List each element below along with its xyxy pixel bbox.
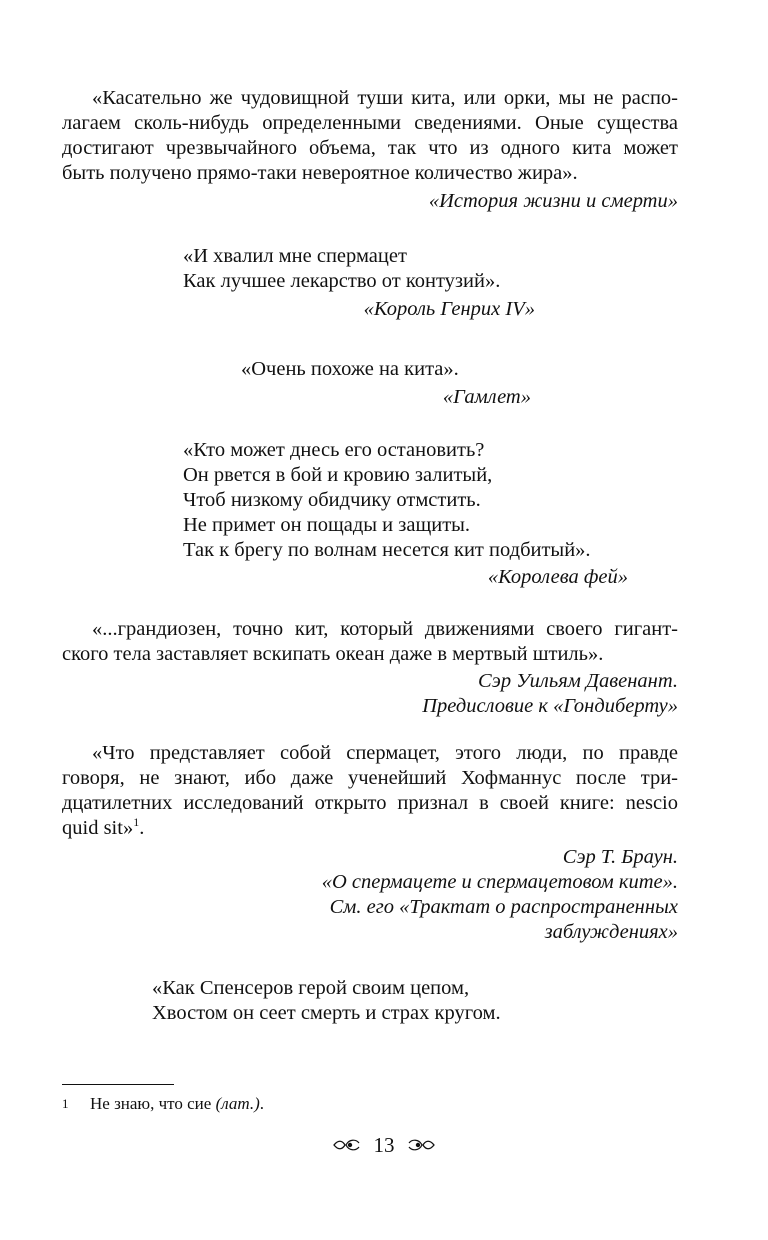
quote-2: [183, 244, 500, 294]
quote-4-line-3: Чтоб низкому обидчику отмстить.: [183, 489, 481, 511]
quote-5-source: [178, 669, 678, 719]
quote-7-line-1: «Как Спенсеров герой своим цепом,: [152, 977, 470, 999]
quote-2-source: «Король Генрих IV»: [363, 298, 535, 320]
quote-4-line-4: Не примет он пощады и защиты.: [183, 514, 471, 536]
quote-1-line-1: «Касательно же чудовищной туши кита, или орки, мы не распо-: [92, 87, 678, 109]
quote-6-line-2: говоря, не знают, ибо даже ученейший Хофманнус после три-: [62, 767, 678, 789]
quote-6-source-line-1: Сэр Т. Браун.: [562, 846, 678, 868]
quote-4-line-5: Так к брегу по волнам несется кит подбитый».: [183, 539, 591, 561]
quote-6: [62, 741, 678, 841]
quote-1-line-2: лагаем сколь-нибудь определенными сведениями. Оные существа: [62, 112, 678, 134]
quote-4-line-1: «Кто может днесь его остановить?: [183, 439, 485, 461]
quote-5-source-line-2: Предисловие к «Гондиберту»: [422, 695, 678, 717]
quote-1-source: «История жизни и смерти»: [428, 190, 678, 212]
quote-3-source: «Гамлет»: [442, 386, 531, 408]
footnote-text: Не знаю, что сие: [90, 1094, 216, 1113]
quote-4-line-2: Он рвется в бой и кровию залитый,: [183, 464, 493, 486]
quote-5: [62, 617, 678, 667]
quote-5-line-1: «...грандиозен, точно кит, который движениями своего гигант-: [92, 618, 678, 640]
quote-5-source-line-1: Сэр Уильям Давенант.: [477, 670, 678, 692]
page-number: 13: [373, 1133, 395, 1158]
quote-6-source-line-3: См. его «Трактат о распространенных: [329, 896, 678, 918]
footnote-reference[interactable]: 1: [133, 815, 140, 830]
quote-7-line-2: Хвостом он сеет смерть и страх кругом.: [152, 1002, 501, 1024]
quote-7: [152, 976, 501, 1026]
footnote-end: .: [259, 1094, 265, 1113]
quote-6-source: [178, 845, 678, 945]
right-ornament-icon: [406, 1136, 436, 1154]
quote-6-line-4: [62, 816, 678, 841]
quote-3-line-1: «Очень похоже на кита».: [241, 358, 459, 380]
left-ornament-icon: [332, 1136, 362, 1154]
footnote-divider: [62, 1084, 174, 1085]
quote-2-line-1: «И хвалил мне спермацет: [183, 245, 407, 267]
quote-4-source: «Королева фей»: [487, 566, 628, 588]
quote-6-line-4-text: quid sit»: [62, 817, 134, 839]
quote-6-line-3: дцатилетних исследований открыто признал в своей книге: nescio: [62, 792, 678, 814]
footnote: [62, 1093, 264, 1115]
footnote-number: 1: [62, 1096, 69, 1111]
quote-2-line-2: Как лучшее лекарство от контузий».: [183, 270, 501, 292]
quote-1-line-4: быть получено прямо-таки невероятное количество жира».: [62, 162, 578, 184]
quote-1-line-3: достигают чрезвычайного объема, так что из одного кита может: [62, 137, 678, 159]
quote-3: [241, 357, 459, 382]
quote-6-line-1: «Что представляет собой спермацет, этого люди, по правде: [92, 742, 678, 764]
page-number-block: [0, 1130, 768, 1158]
quote-5-line-2: ского тела заставляет вскипать океан даже в мертвый штиль».: [62, 643, 604, 665]
footnote-language: (лат.): [215, 1094, 260, 1113]
quote-6-source-line-2: «О спермацете и спермацетовом ките».: [321, 871, 678, 893]
quote-4: [183, 438, 591, 563]
quote-6-line-4-end: .: [139, 817, 145, 839]
quote-1: [62, 86, 678, 186]
quote-6-source-line-4: заблуждениях»: [544, 921, 678, 943]
